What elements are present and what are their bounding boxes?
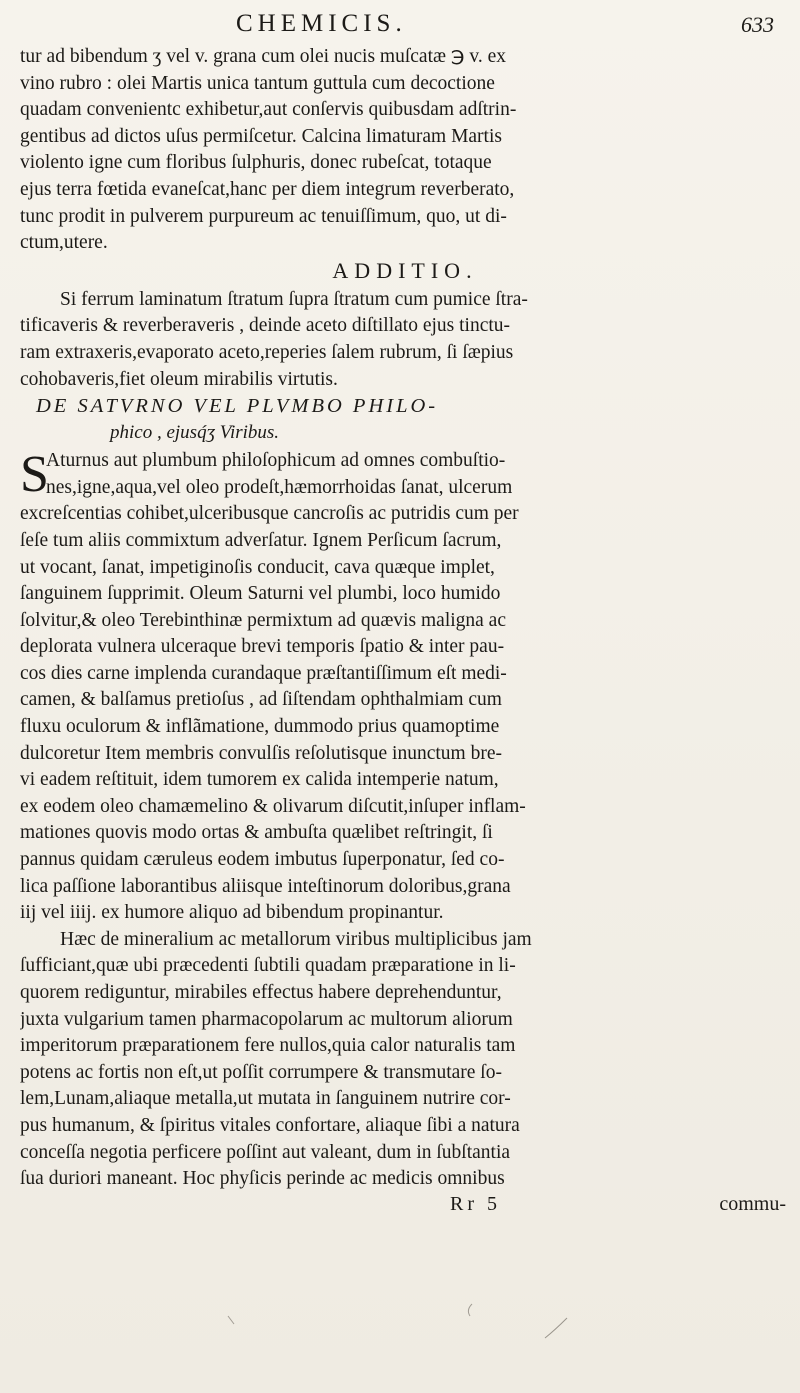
catchword: commu- (719, 1192, 786, 1215)
text-line: pus humanum, & ſpiritus vitales confortare, aliaque ſibi a natura (20, 1114, 520, 1136)
drop-cap: S (20, 446, 49, 504)
text-line: mationes quovis modo ortas & ambuſta quælibet reſtringit, ſi (20, 822, 493, 844)
text-line: cos dies carne implenda curandaque præſtantiſſimum eſt medi- (20, 662, 507, 684)
running-title: CHEMICIS. (236, 10, 407, 37)
text-line: Hæc de mineralium ac metallorum viribus multiplicibus jam (60, 928, 532, 950)
ink-speck (468, 1304, 472, 1316)
additio-heading: ADDITIO. (332, 257, 478, 283)
text-line: gentibus ad dictos uſus permiſcetur. Calcina limaturam Martis (20, 125, 502, 147)
ink-speck (228, 1316, 234, 1324)
text-line: imperitorum præparationem fere nullos,quia calor naturalis tam (20, 1035, 516, 1057)
text-line: ejus terra fœtida evaneſcat,hanc per diem integrum reverberato, (20, 178, 515, 200)
text-line: excreſcentias cohibet,ulceribusque cancroſis ac putridis cum per (20, 503, 519, 525)
page-number: 633 (741, 12, 774, 37)
text-line: ex eodem oleo chamæmelino & olivarum diſcutit,inſuper inflam- (20, 795, 526, 817)
paragraph-2 (20, 287, 790, 393)
text-line: ſua duriori maneant. Hoc phyſicis perinde ac medicis omnibus (20, 1168, 505, 1190)
text-line: lica paſſione laborantibus aliisque inteſtinorum doloribus,grana (20, 875, 511, 897)
text-line: ut vocant, ſanat, impetiginoſis conducit, cava quæque implet, (20, 556, 495, 578)
text-line: ſeſe tum aliis commixtum adverſatur. Ignem Perſicum ſacrum, (20, 529, 502, 551)
text-line: nes,igne,aqua,vel oleo prodeſt,hæmorrhoidas ſanat, ulcerum (46, 476, 513, 498)
text-line: cohobaveris,fiet oleum mirabilis virtutis. (20, 368, 338, 390)
text-line: dulcoretur Item membris convulſis reſolutisque inunctum bre- (20, 742, 502, 764)
text-line: Si ferrum laminatum ſtratum ſupra ſtratum cum pumice ſtra- (60, 288, 528, 310)
text-line: conceſſa negotia perficere poſſint aut valeant, dum in ſubſtantia (20, 1141, 511, 1163)
paragraph-1 (20, 44, 790, 257)
text-line: lem,Lunam,aliaque metalla,ut mutata in ſanguinem nutrire cor- (20, 1088, 511, 1110)
paragraph-3 (20, 501, 790, 927)
ink-speck (545, 1318, 567, 1338)
section-subtitle: phico , ejusq́ʒ Viribus. (110, 422, 280, 444)
page-footer (20, 1193, 790, 1221)
paragraph-3-opening (20, 446, 790, 504)
text-line: ram extraxeris,evaporato aceto,reperies ſalem rubrum, ſi ſæpius (20, 341, 514, 363)
text-line: potens ac fortis non eſt,ut poſſit corrumpere & transmutare ſo- (20, 1061, 502, 1083)
text-line: iij vel iiij. ex humore aliquo ad bibendum propinantur. (20, 902, 444, 924)
text-line: tificaveris & reverberaveris , deinde aceto diſtillato ejus tinctu- (20, 315, 511, 337)
text-line: ſufficiant,quæ ubi præcedenti ſubtili quadam præparatione in li- (20, 955, 516, 977)
text-line: ſolvitur,& oleo Terebinthinæ permixtum ad quævis maligna ac (20, 609, 506, 631)
text-line: deplorata vulnera ulceraque brevi temporis ſpatio & inter pau- (20, 636, 505, 658)
signature-mark: Rr 5 (450, 1192, 501, 1215)
page-header (14, 10, 780, 40)
text-line: ctum,utere. (20, 232, 108, 254)
text-line: vino rubro : olei Martis unica tantum guttula cum decoctione (20, 72, 495, 94)
text-line: Aturnus aut plumbum philoſophicum ad omnes combuſtio- (46, 450, 506, 472)
text-line: quorem rediguntur, mirabiles effectus habere deprehenduntur, (20, 982, 502, 1003)
text-line: vi eadem reſtituit, idem tumorem ex calida intemperie natum, (20, 769, 499, 791)
text-line: camen, & balſamus pretioſus , ad ſiſtendam ophthalmiam cum (20, 689, 502, 711)
text-line: tunc prodit in pulverem purpureum ac tenuiſſimum, quo, ut di- (20, 205, 507, 227)
text-line: juxta vulgarium tamen pharmacopolarum ac multorum aliorum (20, 1008, 513, 1030)
text-line: tur ad bibendum ʒ vel v. grana cum olei nucis muſcatæ ℈ v. ex (20, 46, 506, 67)
text-line: quadam convenientc exhibetur,aut conſervis quibusdam adſtrin- (20, 99, 517, 121)
paragraph-4 (20, 927, 790, 1193)
page-text (20, 44, 790, 1221)
text-line: violento igne cum floribus ſulphuris, donec rubeſcat, totaque (20, 152, 492, 174)
section-title: DE SATVRNO VEL PLVMBO PHILO- (36, 395, 439, 418)
text-line: ſanguinem ſupprimit. Oleum Saturni vel plumbi, loco humido (20, 583, 501, 605)
text-line: fluxu oculorum & inflãmatione, dummodo prius quamoptime (20, 716, 500, 738)
text-line: pannus quidam cæruleus eodem imbutus ſuperponatur, ſed co- (20, 849, 505, 871)
